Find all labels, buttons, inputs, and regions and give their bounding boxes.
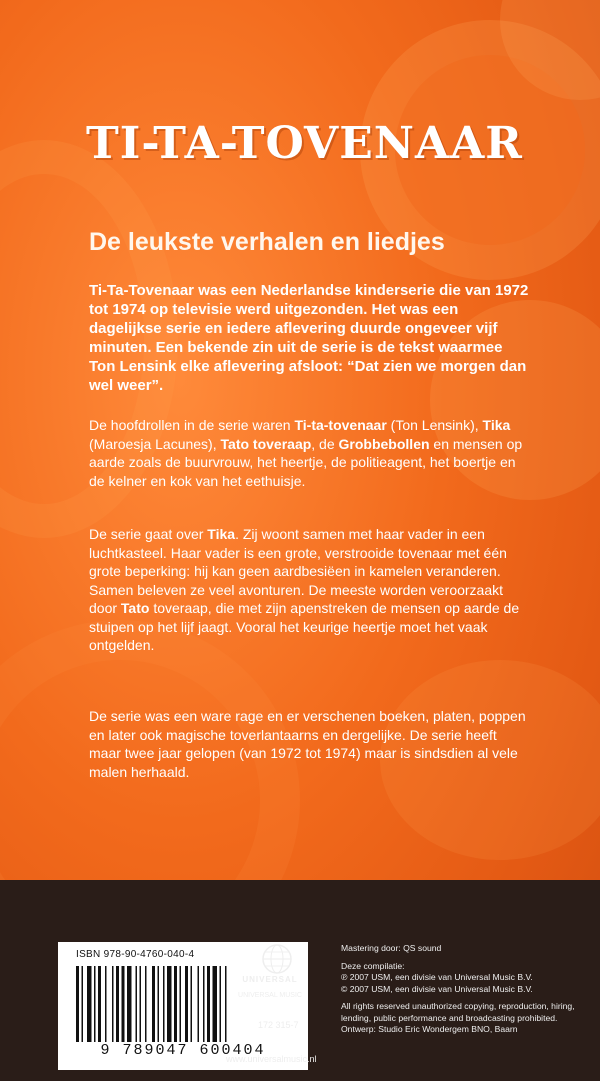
barcode-stripe — [76, 966, 79, 1042]
universal-logo — [215, 975, 325, 999]
compilation-label: Deze compilatie: — [341, 960, 405, 971]
barcode-stripe — [127, 966, 132, 1042]
barcode-stripe — [207, 966, 210, 1042]
barcode-stripe — [203, 966, 205, 1042]
text: . Zij woont samen met haar vader in een luchtkasteel. Haar vader is een grote, verstrooide tovenaar met één grote beperking: hij kan geen aardbesiëen in kamelen veranderen. — [89, 526, 507, 579]
barcode-stripe — [87, 966, 92, 1042]
barcode-stripe — [158, 966, 160, 1042]
catalog-number: 172 315-7 — [258, 1020, 299, 1030]
barcode-stripe — [122, 966, 125, 1042]
bottom-band — [0, 880, 600, 1081]
bold-text: Tika — [482, 417, 511, 433]
bold-text: Tika — [207, 526, 236, 542]
copyright-notice: © 2007 USM, een divisie van Universal Music B.V. — [341, 983, 533, 994]
logo-name: UNIVERSAL — [242, 975, 298, 984]
barcode-stripe — [180, 966, 182, 1042]
barcode-number: 9 789047 600404 — [100, 1042, 266, 1059]
barcode-stripe — [105, 966, 107, 1042]
story-paragraph — [89, 525, 529, 655]
text: (Maroesja Lacunes), — [89, 435, 221, 452]
universal-globe-icon — [232, 942, 322, 976]
barcode-stripe — [145, 966, 147, 1042]
phono-notice: ℗ 2007 USM, een divisie van Universal Music B.V. — [341, 972, 533, 982]
cast-paragraph — [89, 416, 529, 490]
barcode-stripe — [163, 966, 165, 1042]
isbn: ISBN 978-90-4760-040-4 — [76, 949, 195, 960]
barcode-stripe — [152, 966, 155, 1042]
mastering-credit: Mastering door: QS sound — [341, 943, 442, 953]
text: (Ton Lensink), — [386, 417, 483, 433]
text: De hoofdrollen in de serie waren — [89, 417, 295, 433]
text: Samen beleven ze veel avonturen. De meeste worden veroorzaakt door — [89, 581, 504, 616]
credits — [341, 943, 591, 1036]
barcode-stripe — [174, 966, 177, 1042]
text: , de — [311, 435, 339, 452]
design-credit: Ontwerp: Studio Eric Wondergem BNO, Baarn — [341, 1024, 518, 1034]
barcode-stripe — [112, 966, 114, 1042]
barcode-stripe — [198, 966, 200, 1042]
rights-notice: All rights reserved unauthorized copying, reproduction, hiring, lending, public performance and broadcasting prohibited. — [341, 1001, 575, 1023]
barcode-stripe — [82, 966, 84, 1042]
website-link: www.universalmusic.nl — [226, 1054, 317, 1064]
barcode-stripe — [136, 966, 138, 1042]
logo-sub: UNIVERSAL MUSIC — [238, 992, 302, 999]
barcode-stripe — [94, 966, 96, 1042]
bold-text: Tato — [120, 600, 150, 616]
history-paragraph: De serie was een ware rage en er verschenen boeken, platen, poppen en later ook magische toverlantaarns en dergelijke. De serie heeft maar twee jaar gelopen (van 1972 tot 1974) maar is sindsdien al vele malen herhaald. — [89, 708, 526, 780]
barcode-stripe — [191, 966, 193, 1042]
subtitle: De leukste verhalen en liedjes — [89, 228, 445, 256]
barcode-stripe — [185, 966, 188, 1042]
barcode-stripe — [98, 966, 101, 1042]
bold-text: Ti-ta-tovenaar — [294, 417, 387, 433]
text: en mensen op aarde zoals de buurvrouw, het heertje, de politieagent, het boertje en de kelner en kok van het eethuisje. — [89, 435, 523, 489]
text: toveraap, die met zijn apenstreken de mensen op aarde de stuipen op het lijf jaagt. Vooral het keurige heertje moet het vaak ontgelden. — [89, 600, 520, 653]
bold-text: Grobbebollen — [338, 435, 430, 452]
barcode-stripe — [140, 966, 142, 1042]
text: De serie gaat over — [89, 526, 208, 542]
barcode-stripe — [167, 966, 172, 1042]
intro-paragraph: Ti-Ta-Tovenaar was een Nederlandse kinderserie die van 1972 tot 1974 op televisie werd uitgezonden. Het was een dagelijkse serie en iedere aflevering duurde ongeveer vijf minuten. Een bekende zin uit de serie is de tekst waarmee Ton Lensink elke aflevering afsloot: “Dat zien we morgen dan wel weer”. — [89, 282, 529, 394]
page-title: TI-TA-TOVENAAR — [86, 118, 523, 169]
barcode-stripe — [116, 966, 119, 1042]
bold-text: Tato toveraap — [220, 435, 312, 452]
